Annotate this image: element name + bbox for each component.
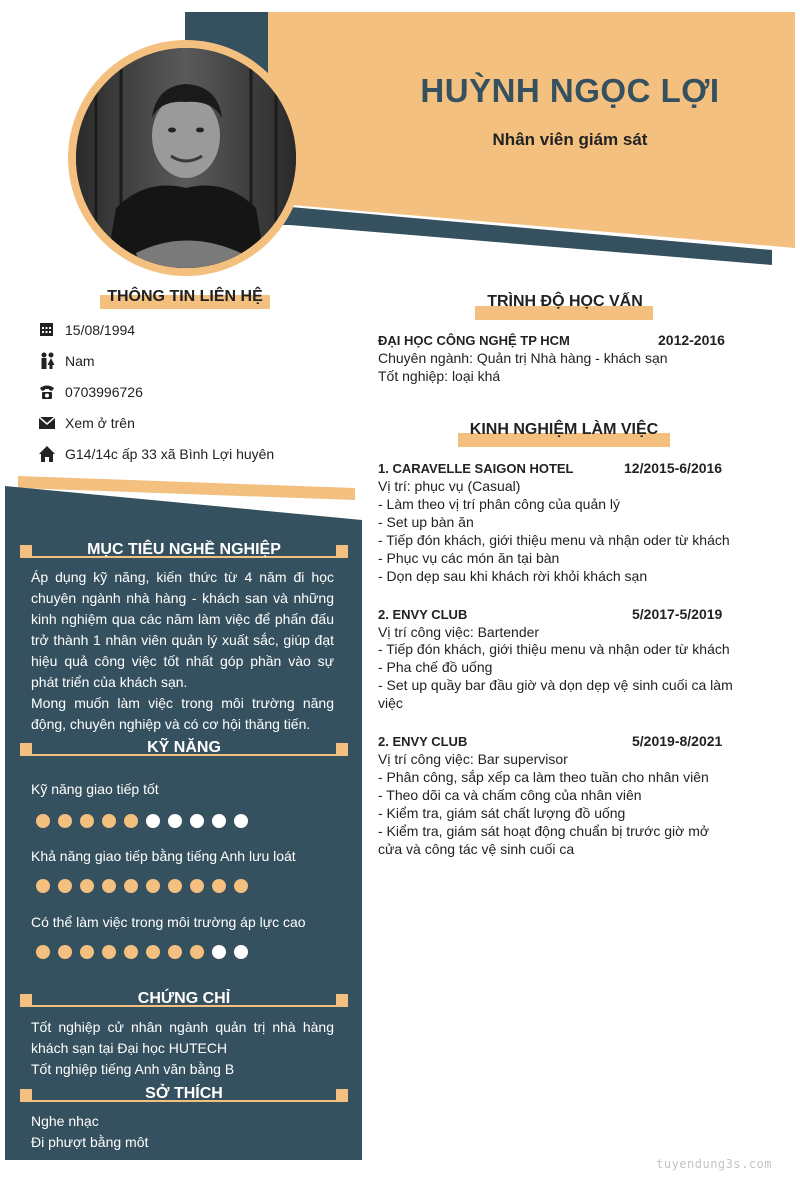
skill-dot-filled <box>58 814 72 828</box>
skill-dot-filled <box>124 814 138 828</box>
contact-email-text: Xem ở trên <box>65 415 135 431</box>
job-period: 5/2019-8/2021 <box>632 733 723 749</box>
job-company: 2. ENVY CLUB <box>378 734 468 749</box>
objective-title: MỤC TIÊU NGHỀ NGHIỆP <box>87 541 281 558</box>
job-position: Vị trí: phục vụ (Casual) <box>378 478 521 494</box>
skill-dot-empty <box>146 814 160 828</box>
contact-gender <box>38 351 95 371</box>
skill-dot-filled <box>168 879 182 893</box>
skill-dot-filled <box>102 814 116 828</box>
skill-dot-filled <box>124 879 138 893</box>
skill-dot-empty <box>190 814 204 828</box>
skill-dot-filled <box>146 945 160 959</box>
skill-dot-filled <box>80 879 94 893</box>
mail-icon <box>38 414 58 432</box>
hobby-item: Nghe nhạc <box>31 1113 99 1129</box>
job-duty: - Kiểm tra, giám sát hoạt động chuẩn bị trước giờ mở <box>378 823 710 839</box>
skill-rating <box>36 945 256 961</box>
job-period: 12/2015-6/2016 <box>624 460 723 476</box>
job-period: 5/2017-5/2019 <box>632 606 723 622</box>
job-duty: - Tiếp đón khách, giới thiệu menu và nhận oder từ khách <box>378 532 730 548</box>
job-duty: - Phân công, sắp xếp ca làm theo tuần cho nhân viên <box>378 769 709 785</box>
job-duty: - Set up quầy bar đầu giờ và dọn dẹp vệ sinh cuối ca làm <box>378 677 733 693</box>
calendar-icon <box>38 321 58 339</box>
skill-dot-filled <box>124 945 138 959</box>
skill-rating <box>36 814 256 830</box>
contact-birthday <box>38 320 135 340</box>
skill-dot-filled <box>102 945 116 959</box>
objective-paragraph: Áp dụng kỹ năng, kiến thức từ 4 năm đi học chuyên ngành nhà hàng - khách san và những kinh nghiệm qua các năm làm việc để phấn đấu trở thành 1 nhân viên quản lý xuất sắc, giúp đạt hiệu quả công việc tốt nhất góp phần vào sự phát triển của khách sạn. <box>31 569 334 690</box>
contact-email <box>38 413 135 433</box>
job-duty: - Kiểm tra, giám sát chất lượng đồ uống <box>378 805 626 821</box>
job-duty: - Set up bàn ăn <box>378 514 474 530</box>
skills-title: KỸ NĂNG <box>147 739 221 756</box>
job-duty: - Theo dõi ca và chấm công của nhân viên <box>378 787 642 803</box>
job-company: 1. CARAVELLE SAIGON HOTEL <box>378 461 574 476</box>
skill-dot-filled <box>190 879 204 893</box>
contact-phone <box>38 382 143 402</box>
hobbies-header <box>20 1085 348 1105</box>
education-school: ĐẠI HỌC CÔNG NGHỆ TP HCM <box>378 333 570 348</box>
skill-rating <box>36 879 256 895</box>
job-company: 2. ENVY CLUB <box>378 607 468 622</box>
job-duty: - Pha chế đồ uống <box>378 659 493 675</box>
skill-dot-filled <box>190 945 204 959</box>
portrait-photo <box>76 48 296 268</box>
job-position: Vị trí công việc: Bar supervisor <box>378 751 568 767</box>
education-major: Chuyên ngành: Quản trị Nhà hàng - khách sạn <box>378 350 668 366</box>
phone-icon <box>38 383 58 401</box>
job-duty: - Dọn dẹp sau khi khách rời khỏi khách sạn <box>378 568 648 584</box>
skill-dot-filled <box>80 814 94 828</box>
job-duty: - Tiếp đón khách, giới thiệu menu và nhận oder từ khách <box>378 641 730 657</box>
skill-dot-filled <box>146 879 160 893</box>
skill-dot-filled <box>168 945 182 959</box>
skill-dot-filled <box>36 879 50 893</box>
skill-dot-empty <box>212 945 226 959</box>
skill-label: Có thể làm việc trong môi trường áp lực cao <box>31 914 306 930</box>
skill-dot-filled <box>80 945 94 959</box>
skill-dot-filled <box>212 879 226 893</box>
skill-label: Khả năng giao tiếp bằng tiếng Anh lưu loát <box>31 848 296 864</box>
candidate-role: Nhân viên giám sát <box>492 130 648 149</box>
contact-title: THÔNG TIN LIÊN HỆ <box>107 288 263 305</box>
objective-paragraph-2: Mong muốn làm việc trong môi trường năng động, chuyên nghiệp và có cơ hội thăng tiến. <box>31 695 334 732</box>
skill-dot-filled <box>36 814 50 828</box>
hobby-item: Đi phượt bằng môt <box>31 1134 149 1150</box>
contact-birthday-text: 15/08/1994 <box>65 322 136 338</box>
education-title: TRÌNH ĐỘ HỌC VẤN <box>487 293 643 310</box>
job-duty: cửa và công tác vệ sinh cuối ca <box>378 841 575 857</box>
education-period: 2012-2016 <box>658 332 725 348</box>
certificate-item: Tốt nghiệp cử nhân ngành quản trị nhà hàng khách sạn tại Đại học HUTECH <box>31 1019 334 1056</box>
skills-header <box>20 739 348 759</box>
skill-dot-empty <box>234 814 248 828</box>
skill-dot-filled <box>58 879 72 893</box>
skill-dot-filled <box>102 879 116 893</box>
contact-gender-text: Nam <box>65 353 95 369</box>
certificate-item: Tốt nghiệp tiếng Anh văn bằng B <box>31 1061 235 1077</box>
skill-dot-filled <box>58 945 72 959</box>
certificates-title: CHỨNG CHỈ <box>137 990 231 1007</box>
skill-dot-empty <box>234 945 248 959</box>
job-duty: việc <box>378 695 403 711</box>
skill-dot-empty <box>212 814 226 828</box>
education-grade: Tốt nghiệp: loại khá <box>378 368 501 384</box>
gender-icon <box>38 352 58 370</box>
contact-address-text: G14/14c ấp 33 xã Bình Lợi huyên <box>65 446 275 462</box>
certificates-header <box>20 990 348 1010</box>
contact-address <box>38 444 274 464</box>
contact-phone-text: 0703996726 <box>65 384 143 400</box>
job-duty: - Phục vụ các món ăn tại bàn <box>378 550 560 566</box>
skill-dot-filled <box>36 945 50 959</box>
job-position: Vị trí công việc: Bartender <box>378 624 540 640</box>
skill-label: Kỹ năng giao tiếp tốt <box>31 781 159 797</box>
hobbies-title: SỞ THÍCH <box>145 1085 223 1102</box>
skill-dot-empty <box>168 814 182 828</box>
objective-header <box>20 541 348 561</box>
home-icon <box>38 445 58 463</box>
experience-title: KINH NGHIỆM LÀM VIỆC <box>469 421 659 438</box>
avatar <box>68 40 304 276</box>
skill-dot-filled <box>234 879 248 893</box>
candidate-name: HUỲNH NGỌC LỢI <box>420 72 720 109</box>
job-duty: - Làm theo vị trí phân công của quản lý <box>378 496 621 512</box>
watermark: tuyendung3s.com <box>656 1157 772 1171</box>
